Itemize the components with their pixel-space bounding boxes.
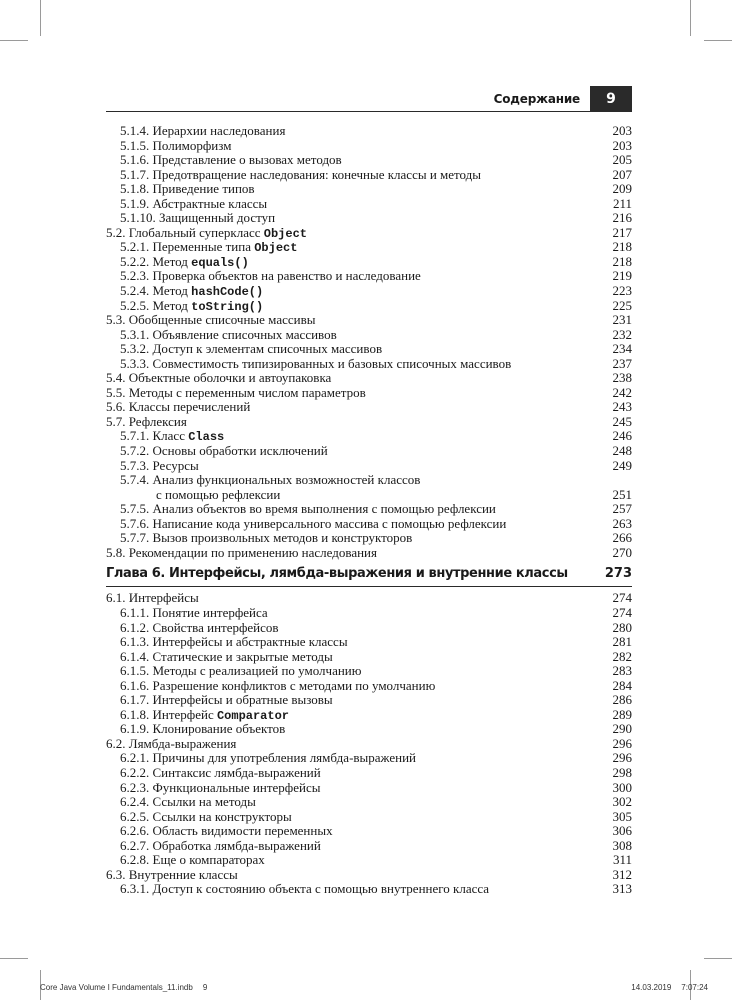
toc-entry-page: 242 xyxy=(612,384,632,400)
toc-entry-title xyxy=(106,868,238,883)
footer-file-info xyxy=(40,983,207,992)
toc-entry-text: 6.2.1. Причины для употребления лямбда-выражений xyxy=(120,750,416,766)
toc-entry-page: 231 xyxy=(612,312,632,328)
toc-entry-page: 313 xyxy=(612,881,632,897)
toc-entry[interactable] xyxy=(106,284,632,299)
toc-entry-title xyxy=(120,328,337,343)
toc-entry-page: 257 xyxy=(612,501,632,517)
toc-entry-title xyxy=(120,693,333,708)
toc-entry[interactable] xyxy=(106,882,632,897)
toc-entry-page: 311 xyxy=(612,852,632,868)
toc-section-chapter-6 xyxy=(106,591,632,896)
toc-entry-text: 5.7. Рефлексия xyxy=(106,413,187,429)
toc-entry-code: Class xyxy=(188,430,225,445)
toc-entry-text: 5.1.6. Представление о вызовах методов xyxy=(120,152,342,168)
toc-entry-page: 216 xyxy=(612,210,632,226)
toc-entry[interactable] xyxy=(106,139,632,154)
toc-entry-text: 6.1.4. Статические и закрытые методы xyxy=(120,648,333,664)
toc-entry[interactable] xyxy=(106,444,632,459)
toc-entry-text: 5.3.3. Совместимость типизированных и базовых списочных массивов xyxy=(120,355,512,371)
toc-entry[interactable] xyxy=(106,868,632,883)
toc-entry-title xyxy=(120,357,511,372)
toc-entry-page: 286 xyxy=(612,692,632,708)
toc-entry[interactable] xyxy=(106,591,632,606)
toc-entry-title xyxy=(120,153,342,168)
toc-entry-page: 232 xyxy=(612,326,632,342)
toc-entry-text: 5.8. Рекомендации по применению наследования xyxy=(106,544,377,560)
toc-entry-page: 218 xyxy=(612,239,632,255)
toc-entry[interactable] xyxy=(106,766,632,781)
toc-entry-page: 282 xyxy=(612,648,632,664)
toc-entry[interactable] xyxy=(106,795,632,810)
page-number-box xyxy=(590,86,632,112)
toc-entry[interactable] xyxy=(106,824,632,839)
toc-entry-text: 5.1.10. Защищенный доступ xyxy=(120,210,276,226)
toc-entry[interactable] xyxy=(106,459,632,474)
toc-entry-title xyxy=(120,502,496,517)
toc-entry-title xyxy=(106,371,331,386)
toc-entry[interactable] xyxy=(106,606,632,621)
toc-entry[interactable] xyxy=(106,255,632,270)
toc-entry-text: 5.1.5. Полиморфизм xyxy=(120,137,232,153)
toc-entry-code: hashCode() xyxy=(191,285,264,300)
toc-entry-title xyxy=(120,781,320,796)
toc-entry-title xyxy=(120,168,481,183)
toc-entry-page: 296 xyxy=(612,750,632,766)
toc-entry[interactable] xyxy=(106,502,632,517)
toc-entry-title xyxy=(120,606,268,621)
toc-entry-title xyxy=(120,635,348,650)
crop-mark xyxy=(690,0,691,36)
toc-entry-title xyxy=(120,824,333,839)
toc-entry-page: 245 xyxy=(612,413,632,429)
header-rule xyxy=(106,111,632,112)
toc-entry-text: 5.2.2. Метод xyxy=(120,253,192,269)
toc-entry-title xyxy=(120,795,256,810)
toc-entry-title xyxy=(106,591,199,606)
toc-entry-text: 5.1.7. Предотвращение наследования: конечные классы и методы xyxy=(120,166,482,182)
toc-entry-page: 300 xyxy=(612,779,632,795)
toc-entry-title xyxy=(120,679,435,694)
toc-entry-title xyxy=(120,459,199,474)
toc-entry-text: 6.1.5. Методы с реализацией по умолчанию xyxy=(120,663,362,679)
toc-entry-page: 305 xyxy=(612,808,632,824)
toc-entry-title xyxy=(120,664,361,679)
toc-entry-page: 203 xyxy=(612,123,632,138)
toc-entry-text: 6.1.8. Интерфейс xyxy=(120,706,217,722)
footer-time: 7:07:24 xyxy=(681,983,708,992)
toc-entry-title xyxy=(106,737,236,752)
footer-timestamp xyxy=(631,983,708,992)
toc-entry[interactable] xyxy=(106,211,632,226)
toc-entry-text: 5.1.4. Иерархии наследования xyxy=(120,123,286,138)
toc-entry-code: toString() xyxy=(191,299,264,314)
toc-entry-page: 284 xyxy=(612,677,632,693)
toc-entry-title xyxy=(120,751,416,766)
toc-entry-text: 5.5. Методы с переменным числом параметров xyxy=(106,384,366,400)
toc-entry-text: 6.1.2. Свойства интерфейсов xyxy=(120,619,279,635)
toc-entry[interactable] xyxy=(106,342,632,357)
toc-entry-text: 6.2.3. Функциональные интерфейсы xyxy=(120,779,321,795)
toc-entry-text: 5.7.6. Написание кода универсального массива с помощью рефлексии xyxy=(120,515,507,531)
toc-entry-title xyxy=(106,313,315,328)
toc-entry[interactable] xyxy=(106,839,632,854)
crop-mark xyxy=(704,40,732,41)
toc-entry[interactable] xyxy=(106,182,632,197)
toc-entry-page: 207 xyxy=(612,166,632,182)
running-header-title: Содержание xyxy=(493,92,580,106)
toc-entry[interactable] xyxy=(106,240,632,255)
toc-entry-title xyxy=(120,853,265,868)
toc-entry-title xyxy=(106,400,250,415)
toc-entry[interactable] xyxy=(106,473,632,488)
toc-entry-text: 6.1.9. Клонирование объектов xyxy=(120,721,286,737)
toc-entry-text: 6.2.5. Ссылки на конструкторы xyxy=(120,808,292,824)
toc-entry-page: 205 xyxy=(612,152,632,168)
toc-entry-page: 298 xyxy=(612,764,632,780)
table-of-contents xyxy=(106,124,632,897)
toc-entry-page: 211 xyxy=(612,195,632,211)
toc-entry-code: Object xyxy=(263,226,307,241)
toc-entry-title xyxy=(120,766,321,781)
toc-entry-title xyxy=(120,517,506,532)
toc-entry-text: 5.1.9. Абстрактные классы xyxy=(120,195,268,211)
crop-mark xyxy=(704,958,732,959)
page-number: 9 xyxy=(606,91,616,107)
toc-entry-text: 6.2.6. Область видимости переменных xyxy=(120,823,333,839)
toc-entry[interactable] xyxy=(106,853,632,868)
toc-entry-text: 5.4. Объектные оболочки и автоупаковка xyxy=(106,370,332,386)
toc-entry-page: 289 xyxy=(612,706,632,722)
toc-entry[interactable] xyxy=(106,429,632,444)
toc-entry-text: 5.7.1. Класс xyxy=(120,428,189,444)
toc-entry[interactable] xyxy=(106,415,632,430)
toc-entry-code: Comparator xyxy=(216,708,289,723)
toc-entry-page: 283 xyxy=(612,663,632,679)
toc-entry-text: 6.3.1. Доступ к состоянию объекта с помощью внутреннего класса xyxy=(120,881,490,897)
toc-entry-page: 249 xyxy=(612,457,632,473)
toc-entry[interactable] xyxy=(106,781,632,796)
crop-mark xyxy=(0,40,28,41)
toc-entry-text: 6.1.1. Понятие интерфейса xyxy=(120,604,268,620)
toc-entry[interactable] xyxy=(106,693,632,708)
crop-mark xyxy=(40,0,41,36)
toc-entry-page: 223 xyxy=(612,283,632,299)
crop-mark xyxy=(0,958,28,959)
toc-entry[interactable] xyxy=(106,751,632,766)
toc-entry-text: 6.1.6. Разрешение конфликтов с методами по умолчанию xyxy=(120,677,436,693)
toc-entry-title xyxy=(120,182,255,197)
toc-entry-page: 243 xyxy=(612,399,632,415)
toc-entry-page: 308 xyxy=(612,837,632,853)
footer-file-name: Core Java Volume I Fundamentals_11.indb xyxy=(40,983,193,992)
toc-entry-code: Object xyxy=(254,241,298,256)
toc-entry-title xyxy=(156,488,280,503)
toc-entry-title xyxy=(120,124,285,139)
toc-entry-text: 6.2.2. Синтаксис лямбда-выражений xyxy=(120,764,321,780)
toc-entry-title xyxy=(120,882,489,897)
toc-entry-text: 6.3. Внутренние классы xyxy=(106,866,238,882)
toc-entry[interactable] xyxy=(106,124,632,139)
toc-entry-text: 5.3.1. Объявление списочных массивов xyxy=(120,326,337,342)
toc-entry-page: 217 xyxy=(612,224,632,240)
toc-entry-text: 5.2.1. Переменные типа xyxy=(120,239,255,255)
toc-entry-page: 234 xyxy=(612,341,632,357)
toc-entry[interactable] xyxy=(106,488,632,503)
toc-entry-text: 5.7.7. Вызов произвольных методов и конструкторов xyxy=(120,530,413,546)
toc-entry[interactable] xyxy=(106,650,632,665)
toc-entry-title xyxy=(120,473,420,488)
toc-entry-text: с помощью рефлексии xyxy=(156,486,281,502)
toc-entry-page: 209 xyxy=(612,181,632,197)
toc-entry-title xyxy=(106,386,366,401)
toc-entry-text: 5.6. Классы перечислений xyxy=(106,399,251,415)
running-header xyxy=(106,86,632,112)
toc-entry-title xyxy=(120,342,382,357)
toc-entry-page: 246 xyxy=(612,428,632,444)
toc-entry[interactable] xyxy=(106,328,632,343)
toc-entry-text: 5.2. Глобальный суперкласс xyxy=(106,224,264,240)
footer-sheet-number: 9 xyxy=(202,983,208,992)
toc-entry[interactable] xyxy=(106,664,632,679)
toc-entry-page: 281 xyxy=(612,634,632,650)
toc-entry[interactable] xyxy=(106,197,632,212)
toc-entry-text: 5.2.3. Проверка объектов на равенство и наследование xyxy=(120,268,421,284)
toc-entry-title xyxy=(120,211,275,226)
toc-entry-text: 5.2.4. Метод xyxy=(120,283,192,299)
toc-entry-page: 263 xyxy=(612,515,632,531)
toc-entry[interactable] xyxy=(106,168,632,183)
toc-entry[interactable] xyxy=(106,357,632,372)
toc-entry-page: 251 xyxy=(612,486,632,502)
toc-chapter-page: 273 xyxy=(604,566,632,582)
print-footer xyxy=(40,983,708,995)
toc-entry-text: 6.1. Интерфейсы xyxy=(106,590,199,606)
toc-chapter-title: Глава 6. Интерфейсы, лямбда-выражения и внутренние классы xyxy=(106,566,568,582)
toc-entry-text: 6.2.8. Еще о компараторах xyxy=(120,852,265,868)
toc-entry-text: 6.1.7. Интерфейсы и обратные вызовы xyxy=(120,692,333,708)
toc-entry-page: 218 xyxy=(612,253,632,269)
toc-entry-title xyxy=(120,650,333,665)
toc-entry-text: 6.1.3. Интерфейсы и абстрактные классы xyxy=(120,634,348,650)
toc-entry[interactable] xyxy=(106,153,632,168)
toc-entry-page: 280 xyxy=(612,619,632,635)
toc-entry-text: 5.7.2. Основы обработки исключений xyxy=(120,443,328,459)
toc-entry[interactable] xyxy=(106,226,632,241)
toc-entry[interactable] xyxy=(106,269,632,284)
toc-entry-text: 6.2.7. Обработка лямбда-выражений xyxy=(120,837,321,853)
toc-entry-page: 270 xyxy=(612,544,632,560)
toc-entry-page: 274 xyxy=(612,590,632,606)
toc-section-chapter-5 xyxy=(106,124,632,560)
toc-entry-text: 5.3. Обобщенные списочные массивы xyxy=(106,312,316,328)
toc-entry-title xyxy=(106,546,377,561)
toc-entry-page: 225 xyxy=(612,297,632,313)
toc-entry-title xyxy=(120,810,292,825)
toc-entry-page: 306 xyxy=(612,823,632,839)
toc-chapter-heading[interactable] xyxy=(106,566,632,587)
toc-entry[interactable] xyxy=(106,400,632,415)
toc-entry-title xyxy=(120,839,321,854)
toc-entry-page: 248 xyxy=(612,443,632,459)
toc-entry[interactable] xyxy=(106,517,632,532)
toc-entry-page: 237 xyxy=(612,355,632,371)
toc-entry-title xyxy=(106,415,187,430)
toc-entry[interactable] xyxy=(106,313,632,328)
toc-entry-text: 5.2.5. Метод xyxy=(120,297,192,313)
toc-entry-page: 266 xyxy=(612,530,632,546)
toc-entry[interactable] xyxy=(106,299,632,314)
toc-entry-title xyxy=(120,531,412,546)
toc-entry[interactable] xyxy=(106,737,632,752)
toc-entry-page: 312 xyxy=(612,866,632,882)
toc-entry-title xyxy=(120,621,279,636)
toc-entry[interactable] xyxy=(106,546,632,561)
toc-entry-title xyxy=(120,139,231,154)
toc-entry-text: 6.2.4. Ссылки на методы xyxy=(120,794,256,810)
toc-entry-text: 5.7.4. Анализ функциональных возможностей классов xyxy=(120,472,421,488)
toc-entry-page: 302 xyxy=(612,794,632,810)
toc-entry-text: 5.1.8. Приведение типов xyxy=(120,181,255,197)
footer-date: 14.03.2019 xyxy=(631,983,672,992)
toc-entry-page: 274 xyxy=(612,604,632,620)
toc-entry[interactable] xyxy=(106,371,632,386)
toc-entry-text: 5.7.5. Анализ объектов во время выполнения с помощью рефлексии xyxy=(120,501,496,517)
toc-entry[interactable] xyxy=(106,722,632,737)
toc-entry-text: 5.7.3. Ресурсы xyxy=(120,457,199,473)
toc-entry-title xyxy=(120,269,421,284)
toc-entry-page: 203 xyxy=(612,137,632,153)
toc-entry[interactable] xyxy=(106,708,632,723)
toc-entry-title xyxy=(120,197,267,212)
toc-entry-page: 219 xyxy=(612,268,632,284)
toc-entry[interactable] xyxy=(106,679,632,694)
toc-entry-page: 290 xyxy=(612,721,632,737)
toc-entry[interactable] xyxy=(106,386,632,401)
toc-entry[interactable] xyxy=(106,635,632,650)
toc-entry[interactable] xyxy=(106,621,632,636)
toc-entry-title xyxy=(120,444,328,459)
toc-entry[interactable] xyxy=(106,531,632,546)
toc-entry-title xyxy=(120,722,285,737)
toc-entry[interactable] xyxy=(106,810,632,825)
toc-entry-code: equals() xyxy=(191,255,249,270)
toc-entry-page: 296 xyxy=(612,735,632,751)
toc-entry-page: 238 xyxy=(612,370,632,386)
toc-entry-text: 6.2. Лямбда-выражения xyxy=(106,735,237,751)
toc-entry-text: 5.3.2. Доступ к элементам списочных массивов xyxy=(120,341,383,357)
